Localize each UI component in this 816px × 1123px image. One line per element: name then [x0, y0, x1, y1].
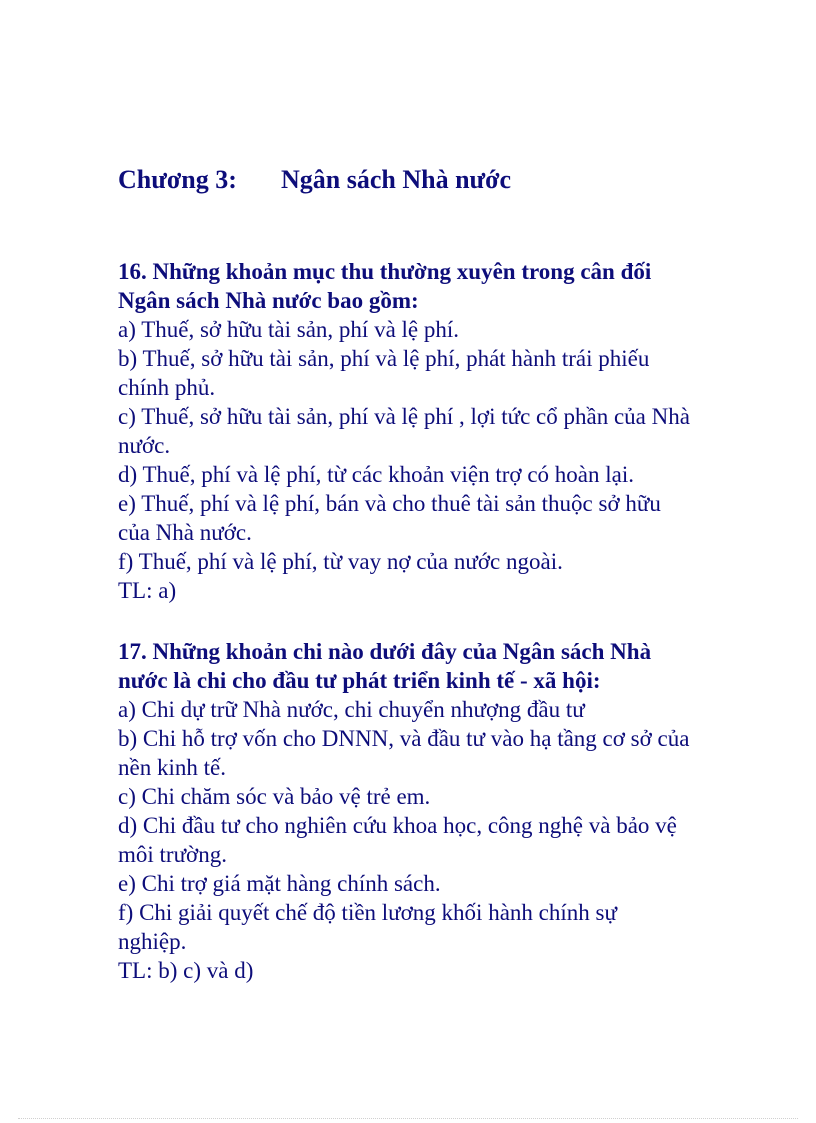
answer-option-b-cont: nền kinh tế.	[118, 755, 226, 780]
question-title: Ngân sách Nhà nước bao gồm:	[118, 288, 419, 313]
answer-option-a: a) Chi dự trữ Nhà nước, chi chuyển nhượng đầu tư	[118, 697, 585, 722]
chapter-heading	[118, 163, 511, 197]
answer-option-b-cont: chính phủ.	[118, 375, 216, 400]
answer-option-e-cont: của Nhà nước.	[118, 520, 252, 545]
answer-option-b: b) Thuế, sở hữu tài sản, phí và lệ phí, phát hành trái phiếu	[118, 346, 650, 371]
answer-option-d: d) Chi đầu tư cho nghiên cứu khoa học, công nghệ và bảo vệ	[118, 813, 677, 838]
answer-option-d-cont: môi trường.	[118, 842, 227, 867]
question-title: 17. Những khoản chi nào dưới đây của Ngân sách Nhà	[118, 639, 652, 664]
answer-option-c: c) Thuế, sở hữu tài sản, phí và lệ phí , lợi tức cổ phần của Nhà	[118, 404, 690, 429]
question-title: nước là chi cho đầu tư phát triển kinh tế - xã hội:	[118, 668, 601, 693]
chapter-number: Chương 3:	[118, 165, 237, 194]
chapter-title: Ngân sách Nhà nước	[281, 165, 512, 194]
answer-option-d: d) Thuế, phí và lệ phí, từ các khoản viện trợ có hoàn lại.	[118, 462, 634, 487]
answer-key: TL: a)	[118, 578, 177, 603]
question-17	[118, 637, 738, 985]
answer-option-f: f) Thuế, phí và lệ phí, từ vay nợ của nước ngoài.	[118, 549, 563, 574]
page-bottom-divider	[18, 1118, 798, 1119]
answer-option-e: e) Chi trợ giá mặt hàng chính sách.	[118, 871, 441, 896]
answer-option-c: c) Chi chăm sóc và bảo vệ trẻ em.	[118, 784, 431, 809]
answer-option-b: b) Chi hỗ trợ vốn cho DNNN, và đầu tư vào hạ tầng cơ sở của	[118, 726, 690, 751]
answer-option-a: a) Thuế, sở hữu tài sản, phí và lệ phí.	[118, 317, 460, 342]
answer-option-c-cont: nước.	[118, 433, 171, 458]
answer-option-e: e) Thuế, phí và lệ phí, bán và cho thuê tài sản thuộc sở hữu	[118, 491, 661, 516]
question-title: 16. Những khoản mục thu thường xuyên trong cân đối	[118, 259, 652, 284]
answer-key: TL: b) c) và d)	[118, 958, 254, 983]
answer-option-f: f) Chi giải quyết chế độ tiền lương khối hành chính sự	[118, 900, 617, 925]
answer-option-f-cont: nghiệp.	[118, 929, 187, 954]
question-16	[118, 257, 738, 605]
